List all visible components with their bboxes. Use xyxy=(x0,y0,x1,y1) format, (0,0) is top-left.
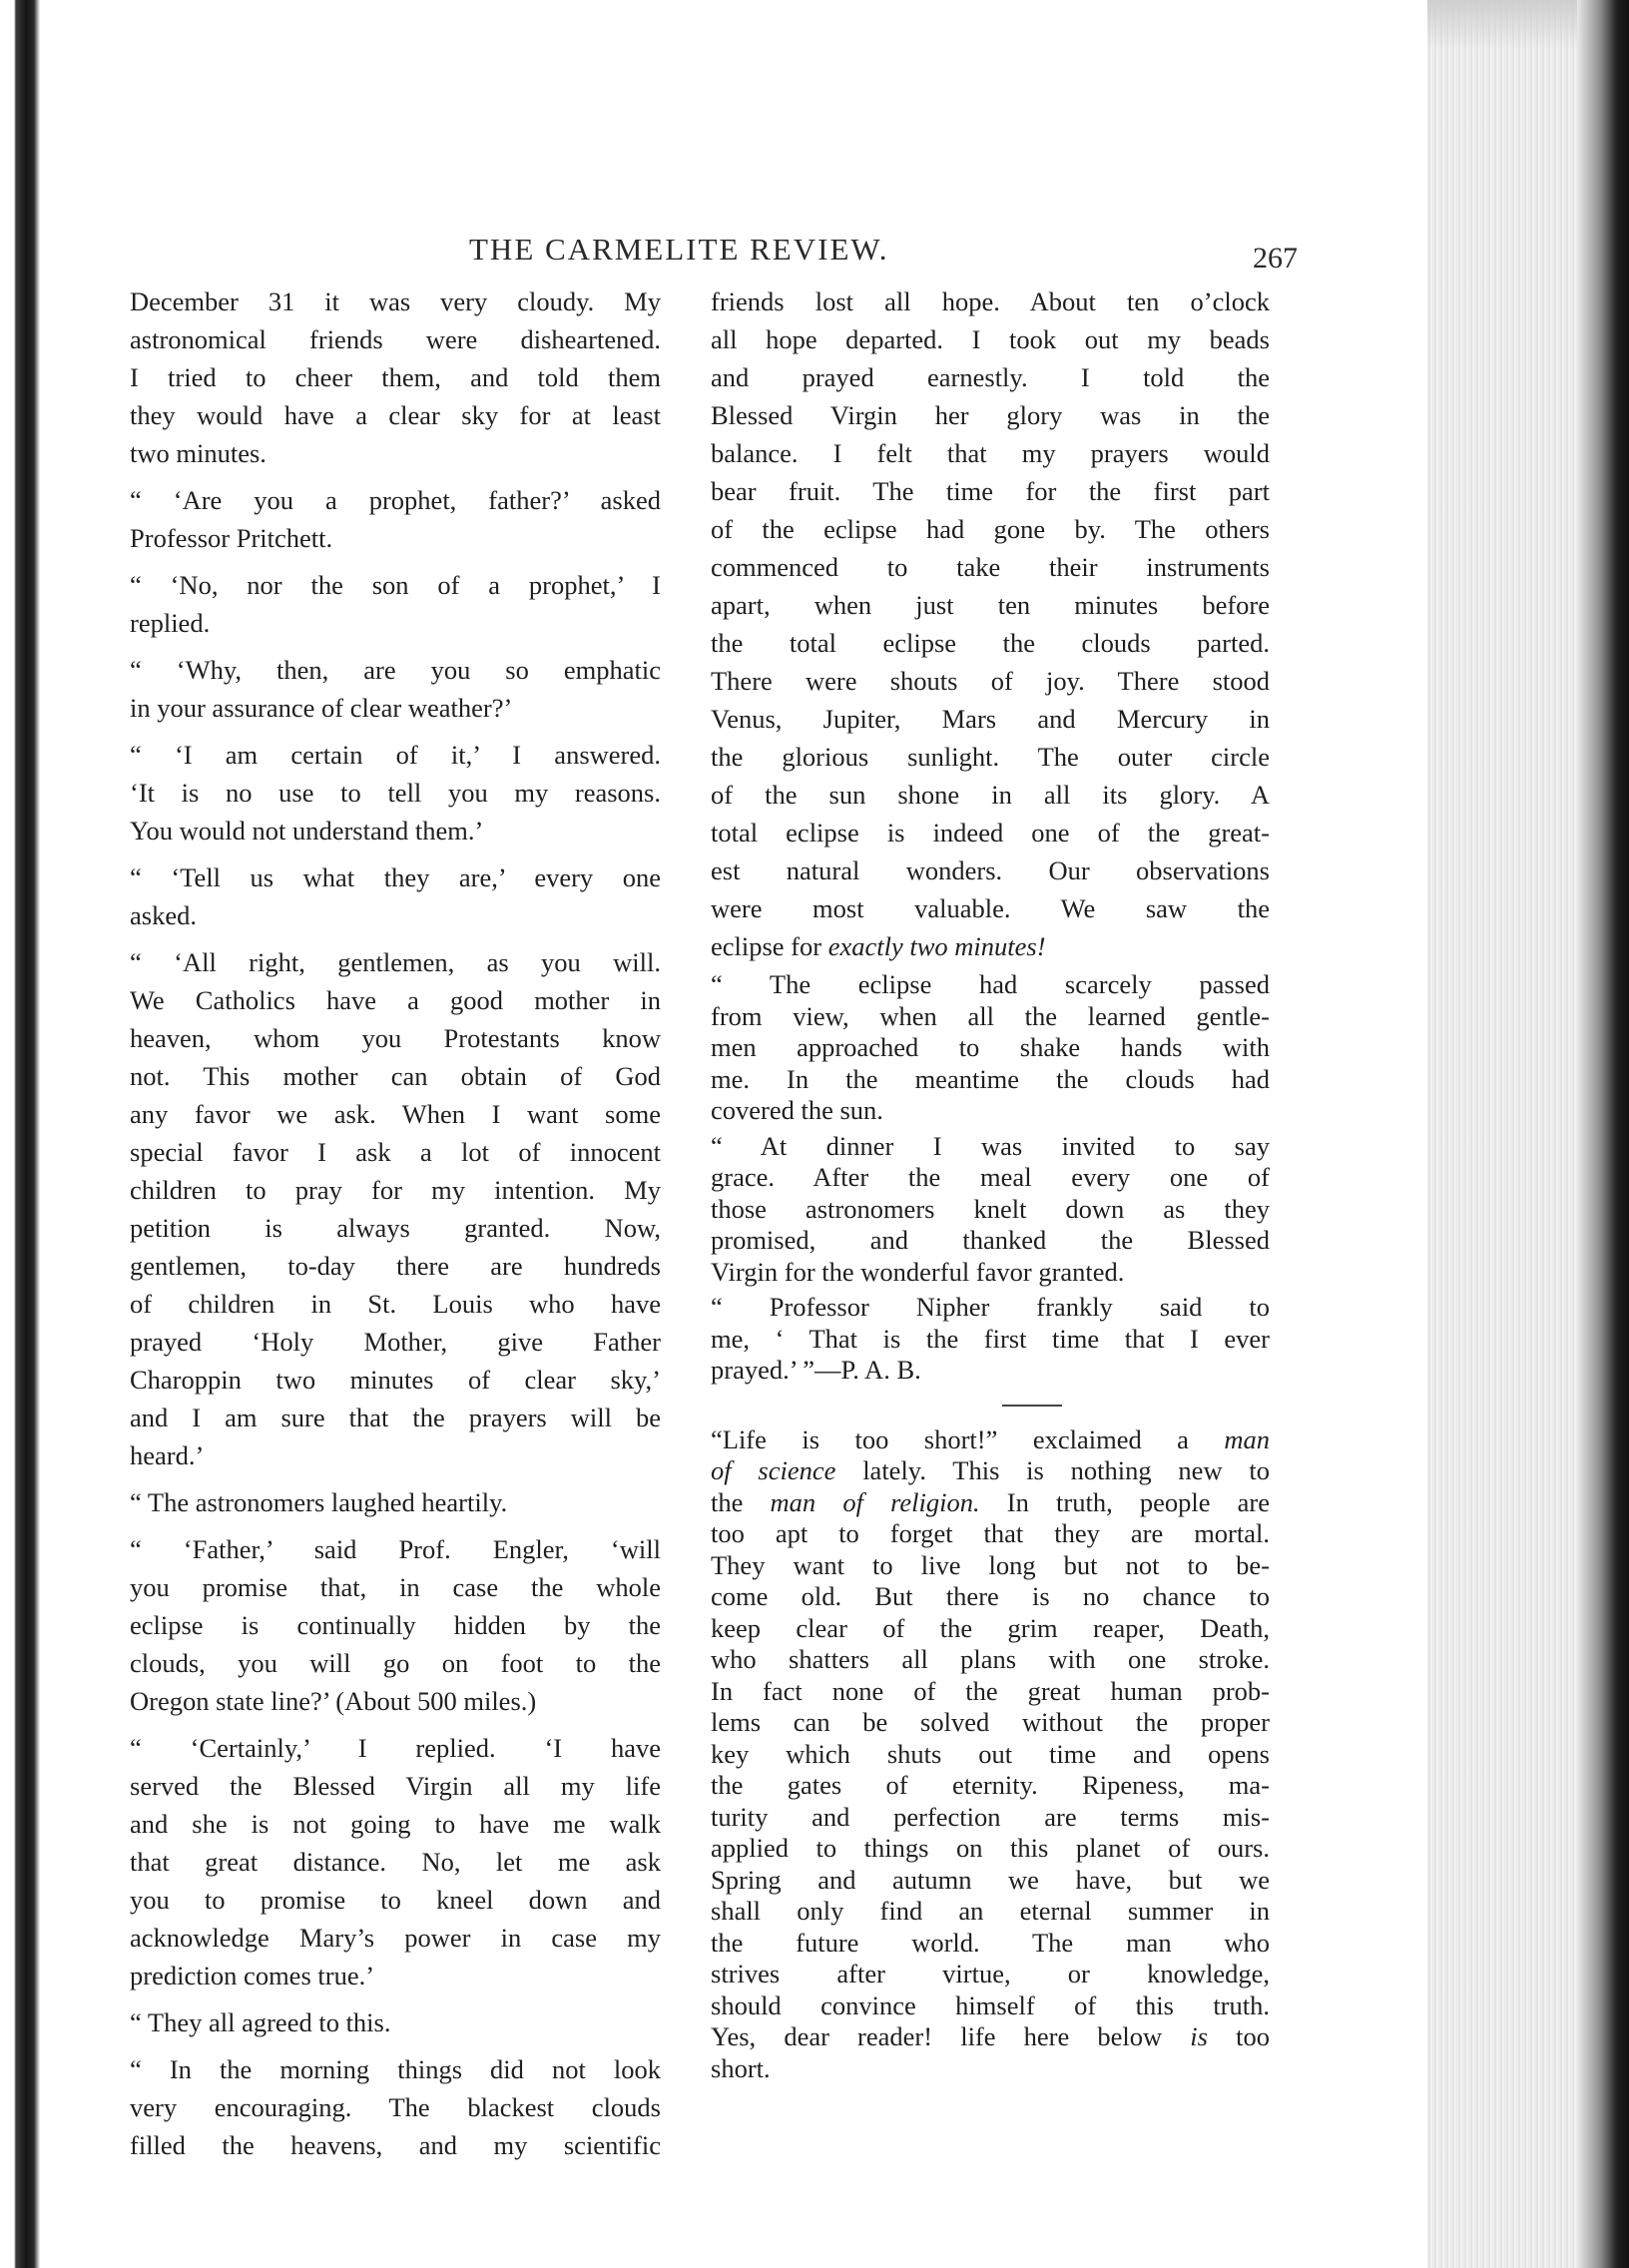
text-line: Blessed Virgin her glory was in the xyxy=(711,400,1270,430)
section-divider xyxy=(1002,1405,1062,1407)
text-line: the total eclipse the clouds parted. xyxy=(711,628,1270,658)
text-line: “ ‘Certainly,’ I replied. ‘I have xyxy=(130,1733,661,1763)
text-line: strives after virtue, or knowledge, xyxy=(711,1959,1270,1988)
text-line: Professor Pritchett. xyxy=(130,523,333,553)
text-line: “ ‘Why, then, are you so emphatic xyxy=(130,655,661,685)
text-line: promised, and thanked the Blessed xyxy=(711,1225,1270,1255)
essay-block xyxy=(711,1424,1270,2085)
text-line: “ In the morning things did not look xyxy=(130,2054,661,2084)
text-line: prayed ‘Holy Mother, give Father xyxy=(130,1327,661,1357)
text-line: in your assurance of clear weather?’ xyxy=(130,693,513,723)
essay-third-prefix: the xyxy=(711,1486,771,1517)
text-line: “ The astronomers laughed heartily. xyxy=(130,1487,508,1517)
text-line: me, ‘ That is the first time that I ever xyxy=(711,1323,1270,1354)
essay-penult-emphasis: is xyxy=(1190,2021,1208,2051)
text-line: those astronomers knelt down as they xyxy=(711,1193,1270,1224)
text-line: covered the sun. xyxy=(711,1095,883,1125)
text-line: petition is always granted. Now, xyxy=(130,1213,661,1243)
text-line: apart, when just ten minutes before xyxy=(711,590,1270,620)
text-line: who shatters all plans with one stroke. xyxy=(711,1644,1270,1674)
text-line: eclipse is continually hidden by the xyxy=(130,1610,661,1640)
essay-line xyxy=(711,1424,1270,1456)
text-line: of the sun shone in all its glory. A xyxy=(711,780,1270,810)
text-line: Spring and autumn we have, but we xyxy=(711,1864,1270,1895)
essay-last-line: short. xyxy=(711,2052,771,2083)
essay-first-prefix: “Life is too short!” exclaimed a xyxy=(711,1423,1225,1454)
text-line: replied. xyxy=(130,608,211,638)
text-line: that great distance. No, let me ask xyxy=(130,1847,661,1877)
text-line: should convince himself of this truth. xyxy=(711,1989,1270,2020)
text-line: I tried to cheer them, and told them xyxy=(130,362,661,392)
left-column xyxy=(130,283,661,2164)
text-line: applied to things on this planet of ours. xyxy=(711,1833,1270,1863)
text-line: you to promise to kneel down and xyxy=(130,1885,661,1915)
essay-penult-prefix: Yes, dear reader! life here below xyxy=(711,2021,1191,2051)
text-line: est natural wonders. Our observations xyxy=(711,855,1270,885)
page-header xyxy=(469,232,1298,280)
text-line: turity and perfection are terms mis- xyxy=(711,1801,1270,1832)
essay-line xyxy=(711,2021,1270,2053)
text-line: key which shuts out time and opens xyxy=(711,1738,1270,1769)
text-line: of the eclipse had gone by. The others xyxy=(711,514,1270,544)
right-column-continuation xyxy=(711,969,1270,1387)
text-line: special favor I ask a lot of innocent xyxy=(130,1137,661,1167)
text-line: very encouraging. The blackest clouds xyxy=(130,2092,661,2122)
text-line: too apt to forget that they are mortal. xyxy=(711,1518,1270,1548)
text-line: of children in St. Louis who have xyxy=(130,1289,661,1319)
text-line: prediction comes true.’ xyxy=(130,1961,375,1990)
text-line: In fact none of the great human prob- xyxy=(711,1675,1270,1706)
text-line: you promise that, in case the whole xyxy=(130,1572,661,1602)
text-line: December 31 it was very cloudy. My xyxy=(130,286,661,316)
text-line: “ ‘I am certain of it,’ I answered. xyxy=(130,740,661,770)
book-page-edges xyxy=(1427,0,1629,2268)
text-line: Venus, Jupiter, Mars and Mercury in xyxy=(711,704,1270,734)
text-line: balance. I felt that my prayers would xyxy=(711,438,1270,468)
text-line: astronomical friends were disheartened. xyxy=(130,324,661,354)
text-line: You would not understand them.’ xyxy=(130,816,484,846)
text-line: and she is not going to have me walk xyxy=(130,1809,661,1839)
text-line: “ Professor Nipher frankly said to xyxy=(711,1292,1270,1322)
text-line: children to pray for my intention. My xyxy=(130,1175,661,1205)
running-title: THE CARMELITE REVIEW. xyxy=(469,232,889,267)
right-column-narrative xyxy=(711,283,1270,927)
text-line: bear fruit. The time for the first part xyxy=(711,476,1270,506)
text-line: “ They all agreed to this. xyxy=(130,2007,391,2037)
text-line: gentlemen, to-day there are hundreds xyxy=(130,1251,661,1281)
text-line: “ ‘Are you a prophet, father?’ asked xyxy=(130,485,661,515)
text-line: friends lost all hope. About ten o’clock xyxy=(711,286,1270,316)
text-line: served the Blessed Virgin all my life xyxy=(130,1771,661,1801)
essay-line xyxy=(711,1487,1270,1519)
text-line: and I am sure that the prayers will be xyxy=(130,1403,661,1432)
text-line: asked. xyxy=(130,900,197,930)
text-line: the gates of eternity. Ripeness, ma- xyxy=(711,1770,1270,1800)
text-line: keep clear of the grim reaper, Death, xyxy=(711,1612,1270,1643)
text-line: prayed.’ ”—P. A. B. xyxy=(711,1355,921,1385)
text-line: Charoppin two minutes of clear sky,’ xyxy=(130,1365,661,1395)
text-line: ‘It is no use to tell you my reasons. xyxy=(130,778,661,808)
text-line: grace. After the meal every one of xyxy=(711,1162,1270,1192)
eclipse-line-emphasis: exactly two minutes! xyxy=(827,931,1046,961)
eclipse-line-prefix: eclipse for xyxy=(711,931,828,961)
text-line: commenced to take their instruments xyxy=(711,552,1270,582)
text-line: shall only find an eternal summer in xyxy=(711,1896,1270,1926)
text-line: “ The eclipse had scarcely passed xyxy=(711,969,1270,999)
text-line: were most valuable. We saw the xyxy=(711,893,1270,923)
essay-third-suffix: In truth, people are xyxy=(979,1486,1270,1517)
essay-third-emphasis: man of religion. xyxy=(770,1486,980,1517)
book-cover-edge xyxy=(1577,0,1629,2268)
text-line: We Catholics have a good mother in xyxy=(130,985,661,1015)
essay-first-emphasis: man xyxy=(1224,1423,1270,1454)
text-line: the glorious sunlight. The outer circle xyxy=(711,742,1270,772)
text-line: clouds, you will go on foot to the xyxy=(130,1648,661,1678)
eclipse-line xyxy=(711,927,1270,965)
text-line: “ ‘Father,’ said Prof. Engler, ‘will xyxy=(130,1534,661,1564)
text-line: not. This mother can obtain of God xyxy=(130,1061,661,1091)
essay-penult-suffix: too xyxy=(1207,2021,1270,2051)
text-line: heard.’ xyxy=(130,1440,205,1470)
text-line: acknowledge Mary’s power in case my xyxy=(130,1923,661,1953)
text-line: me. In the meantime the clouds had xyxy=(711,1063,1270,1094)
text-line: the future world. The man who xyxy=(711,1927,1270,1958)
essay-body xyxy=(711,1518,1270,2021)
essay-second-emphasis: of science xyxy=(711,1455,836,1485)
text-line: Oregon state line?’ (About 500 miles.) xyxy=(130,1686,537,1716)
text-line: any favor we ask. When I want some xyxy=(130,1099,661,1129)
text-line: men approached to shake hands with xyxy=(711,1032,1270,1062)
text-line: They want to live long but not to be- xyxy=(711,1549,1270,1580)
book-binding-left xyxy=(0,0,40,2268)
text-line: two minutes. xyxy=(130,438,267,468)
essay-second-suffix: lately. This is nothing new to xyxy=(835,1455,1270,1485)
text-line: “ ‘No, nor the son of a prophet,’ I xyxy=(130,570,661,600)
text-line: “ At dinner I was invited to say xyxy=(711,1130,1270,1161)
text-line: and prayed earnestly. I told the xyxy=(711,362,1270,392)
text-line: “ ‘All right, gentlemen, as you will. xyxy=(130,947,661,977)
text-line: all hope departed. I took out my beads xyxy=(711,324,1270,354)
text-line: come old. But there is no chance to xyxy=(711,1581,1270,1611)
right-column xyxy=(711,283,1270,2084)
text-line: Virgin for the wonderful favor granted. xyxy=(711,1256,1125,1287)
text-line: they would have a clear sky for at least xyxy=(130,400,661,430)
text-line: filled the heavens, and my scientific xyxy=(130,2130,661,2160)
text-line: total eclipse is indeed one of the great- xyxy=(711,818,1270,848)
text-line: “ ‘Tell us what they are,’ every one xyxy=(130,862,661,892)
text-line: lems can be solved without the proper xyxy=(711,1707,1270,1737)
essay-line xyxy=(711,1455,1270,1487)
text-line: There were shouts of joy. There stood xyxy=(711,666,1270,696)
page-number: 267 xyxy=(1253,242,1298,275)
text-line: heaven, whom you Protestants know xyxy=(130,1023,661,1053)
text-line: from view, when all the learned gentle- xyxy=(711,1000,1270,1031)
